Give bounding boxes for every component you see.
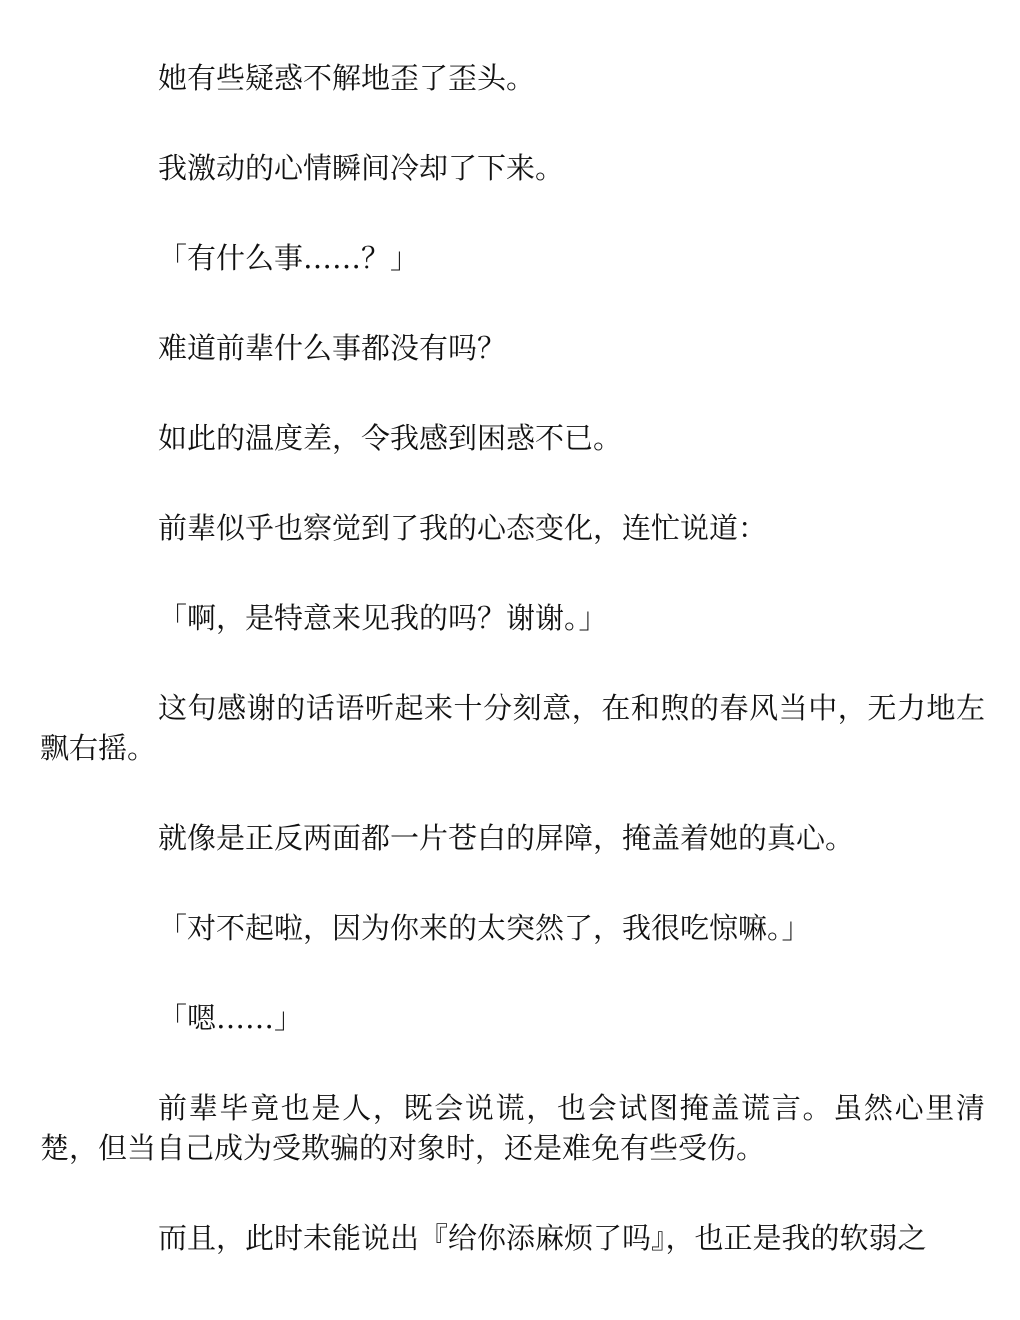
paragraph-4: 难道前辈什么事都没有吗？ xyxy=(158,331,507,365)
paragraph-12: 前辈毕竟也是人，既会说谎，也会试图掩盖谎言。虽然心里清楚，但当自己成为受欺骗的对象时，还是难免有些受伤。 xyxy=(40,1091,985,1165)
paragraph-1: 她有些疑惑不解地歪了歪头。 xyxy=(158,61,536,95)
paragraph-8: 这句感谢的话语听起来十分刻意，在和煦的春风当中，无力地左飘右摇。 xyxy=(40,691,985,765)
paragraph-11: 「嗯……」 xyxy=(158,1001,304,1035)
paragraph-5: 如此的温度差，令我感到困惑不已。 xyxy=(158,421,623,455)
paragraph-9: 就像是正反两面都一片苍白的屏障，掩盖着她的真心。 xyxy=(158,821,855,855)
paragraph-6: 前辈似乎也察觉到了我的心态变化，连忙说道： xyxy=(158,511,768,545)
paragraph-2: 我激动的心情瞬间冷却了下来。 xyxy=(158,151,565,185)
paragraph-3: 「有什么事……？」 xyxy=(158,241,420,275)
paragraph-13: 而且，此时未能说出『给你添麻烦了吗』，也正是我的软弱之 xyxy=(158,1221,927,1255)
document-page xyxy=(40,58,985,1308)
paragraph-7: 「啊，是特意来见我的吗？谢谢。」 xyxy=(158,601,608,635)
paragraph-10: 「对不起啦，因为你来的太突然了，我很吃惊嘛。」 xyxy=(158,911,811,945)
